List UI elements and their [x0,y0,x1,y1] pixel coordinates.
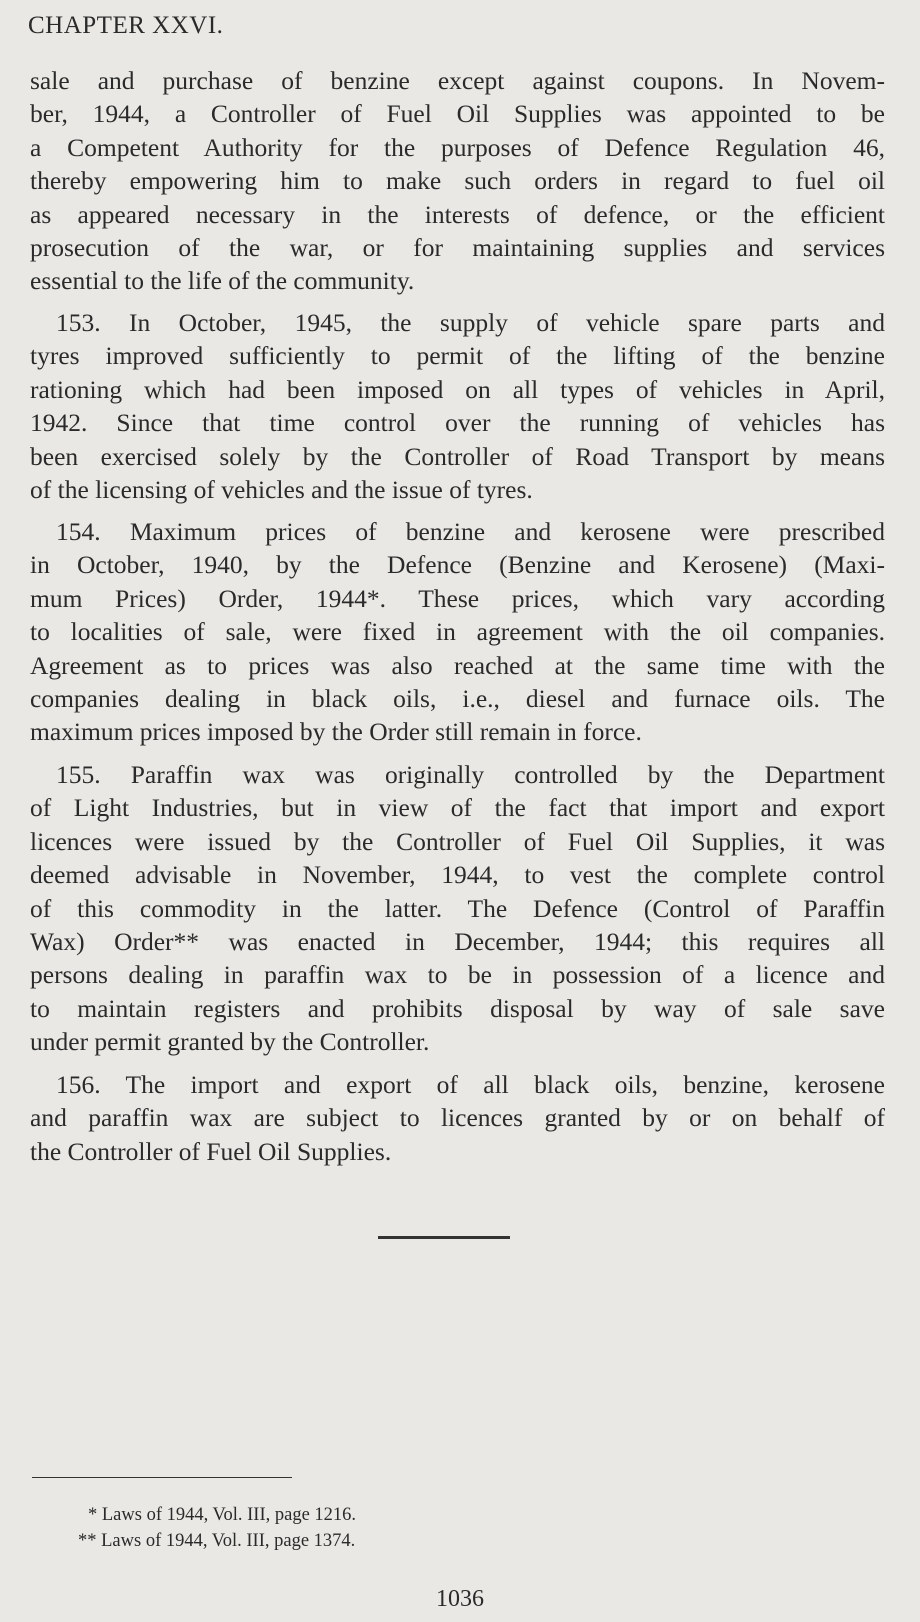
text-line: and paraffin wax are subject to licences granted by or on behalf of [30,1103,885,1133]
paragraph-continuation [30,64,885,298]
section-end-rule [378,1236,510,1239]
text-line: been exercised solely by the Controller of Road Transport by means [30,441,885,471]
text-line: 154. Maximum prices of benzine and kerosene were prescribed [56,517,885,546]
text-line: essential to the life of the community. [30,266,415,296]
text-line: mum Prices) Order, 1944*. These prices, which vary according [30,583,885,613]
text-line: companies dealing in black oils, i.e., diesel and furnace oils. The [30,683,885,713]
footnote-2: ** Laws of 1944, Vol. III, page 1374. [78,1531,356,1551]
text-line: of this commodity in the latter. The Defence (Control of Paraffin [30,893,885,923]
text-line: maximum prices imposed by the Order still remain in force. [30,717,642,747]
text-line: Agreement as to prices was also reached at the same time with the [30,650,885,680]
text-line: 156. The import and export of all black oils, benzine, kerosene [56,1070,885,1099]
footnotes [0,1502,920,1554]
text-line: tyres improved sufficiently to permit of the lifting of the benzine [30,341,885,371]
text-line: as appeared necessary in the interests of defence, or the efficient [30,199,885,229]
text-line: the Controller of Fuel Oil Supplies. [30,1136,392,1166]
text-line: 1942. Since that time control over the running of vehicles has [30,408,885,438]
paragraph-153 [30,306,885,506]
text-line: a Competent Authority for the purposes of Defence Regulation 46, [30,132,885,162]
text-line: prosecution of the war, or for maintaining supplies and services [30,232,885,262]
footnote-rule [32,1477,292,1478]
paragraph-154 [30,515,885,749]
chapter-header: CHAPTER XXVI. [28,12,224,39]
text-line: deemed advisable in November, 1944, to vest the complete control [30,860,885,890]
text-line: in October, 1940, by the Defence (Benzine and Kerosene) (Maxi- [30,550,885,580]
text-line: rationing which had been imposed on all types of vehicles in April, [30,374,885,404]
text-line: sale and purchase of benzine except against coupons. In Novem- [30,66,885,95]
text-line: thereby empowering him to make such orders in regard to fuel oil [30,166,885,196]
text-line: licences were issued by the Controller of Fuel Oil Supplies, it was [30,826,885,856]
text-line: of the licensing of vehicles and the issue of tyres. [30,474,533,504]
text-line: persons dealing in paraffin wax to be in possession of a licence and [30,960,885,990]
text-line: Wax) Order** was enacted in December, 1944; this requires all [30,926,885,956]
text-line: to maintain registers and prohibits disposal by way of sale save [30,993,885,1023]
text-line: under permit granted by the Controller. [30,1027,430,1057]
page-number: 1036 [436,1586,484,1612]
text-line: to localities of sale, were fixed in agreement with the oil companies. [30,617,885,647]
text-line: ber, 1944, a Controller of Fuel Oil Supplies was appointed to be [30,99,885,129]
footnote-1: * Laws of 1944, Vol. III, page 1216. [88,1505,357,1525]
text-line: 155. Paraffin wax was originally controlled by the Department [56,760,885,789]
paragraph-155 [30,758,885,1059]
text-line: 153. In October, 1945, the supply of vehicle spare parts and [56,308,885,337]
paragraph-156 [30,1068,885,1168]
text-line: of Light Industries, but in view of the fact that import and export [30,793,885,823]
